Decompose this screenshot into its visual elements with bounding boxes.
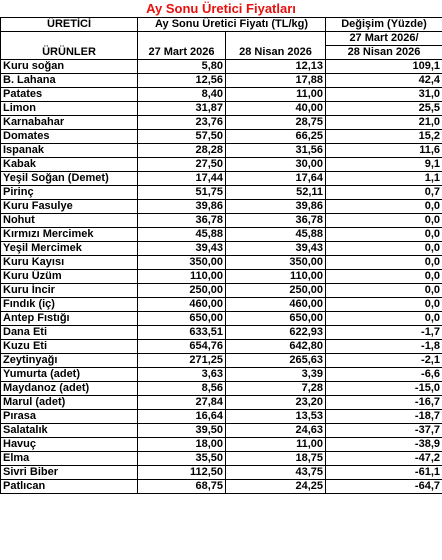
table-row (1, 214, 442, 228)
product-name-cell: Kırmızı Mercimek (1, 228, 138, 242)
product-name-cell: Kuru soğan (1, 60, 138, 74)
march-price-cell: 39,43 (138, 242, 226, 256)
march-price-cell: 23,76 (138, 116, 226, 130)
april-price-cell: 36,78 (226, 214, 326, 228)
march-price-cell: 27,50 (138, 158, 226, 172)
change-percent-cell: -1,8 (326, 340, 442, 354)
table-row (1, 466, 442, 480)
change-percent-cell: -6,6 (326, 368, 442, 382)
change-percent-cell: 0,0 (326, 228, 442, 242)
table-row (1, 172, 442, 186)
march-price-cell: 5,80 (138, 60, 226, 74)
april-price-cell: 7,28 (226, 382, 326, 396)
table-row (1, 130, 442, 144)
change-percent-cell: 31,0 (326, 88, 442, 102)
march-price-cell: 8,40 (138, 88, 226, 102)
april-price-cell: 11,00 (226, 438, 326, 452)
product-name-cell: Sivri Biber (1, 466, 138, 480)
header-row-1 (1, 18, 442, 32)
april-price-cell: 460,00 (226, 298, 326, 312)
change-percent-cell: 42,4 (326, 74, 442, 88)
march-price-cell: 36,78 (138, 214, 226, 228)
april-price-cell: 39,43 (226, 242, 326, 256)
product-name-cell: Kabak (1, 158, 138, 172)
april-price-cell: 39,86 (226, 200, 326, 214)
april-price-cell: 110,00 (226, 270, 326, 284)
product-name-cell: Elma (1, 452, 138, 466)
march-price-cell: 27,84 (138, 396, 226, 410)
march-price-cell: 45,88 (138, 228, 226, 242)
product-name-cell: Zeytinyağı (1, 354, 138, 368)
product-name-cell: Kuru Fasulye (1, 200, 138, 214)
change-group-header: Değişim (Yüzde) (326, 18, 442, 32)
april-price-cell: 24,63 (226, 424, 326, 438)
march-price-cell: 35,50 (138, 452, 226, 466)
table-row (1, 186, 442, 200)
table-row (1, 88, 442, 102)
change-percent-cell: -61,1 (326, 466, 442, 480)
march-price-cell: 110,00 (138, 270, 226, 284)
march-price-cell: 39,50 (138, 424, 226, 438)
price-table-body (1, 18, 442, 494)
march-price-cell: 18,00 (138, 438, 226, 452)
table-row (1, 102, 442, 116)
april-price-cell: 11,00 (226, 88, 326, 102)
table-row (1, 200, 442, 214)
table-row (1, 410, 442, 424)
change-percent-cell: 21,0 (326, 116, 442, 130)
date1-header: 27 Mart 2026 (138, 32, 226, 60)
march-price-cell: 12,56 (138, 74, 226, 88)
producer-header: ÜRETİCİ (1, 18, 138, 32)
change-percent-cell: -2,1 (326, 354, 442, 368)
product-name-cell: Ispanak (1, 144, 138, 158)
change-percent-cell: 0,0 (326, 214, 442, 228)
table-row (1, 452, 442, 466)
march-price-cell: 633,51 (138, 326, 226, 340)
product-name-cell: Limon (1, 102, 138, 116)
april-price-cell: 3,39 (226, 368, 326, 382)
march-price-cell: 3,63 (138, 368, 226, 382)
change-range-header-line1: 27 Mart 2026/ (326, 32, 442, 46)
change-percent-cell: -64,7 (326, 480, 442, 494)
april-price-cell: 40,00 (226, 102, 326, 116)
march-price-cell: 28,28 (138, 144, 226, 158)
product-name-cell: B. Lahana (1, 74, 138, 88)
april-price-cell: 350,00 (226, 256, 326, 270)
header-row-2 (1, 32, 442, 46)
table-row (1, 438, 442, 452)
table-row (1, 256, 442, 270)
product-name-cell: Patates (1, 88, 138, 102)
date2-header: 28 Nisan 2026 (226, 32, 326, 60)
march-price-cell: 31,87 (138, 102, 226, 116)
product-name-cell: Antep Fıstığı (1, 312, 138, 326)
product-name-cell: Karnabahar (1, 116, 138, 130)
change-percent-cell: -16,7 (326, 396, 442, 410)
march-price-cell: 57,50 (138, 130, 226, 144)
product-name-cell: Patlıcan (1, 480, 138, 494)
table-row (1, 480, 442, 494)
march-price-cell: 39,86 (138, 200, 226, 214)
change-percent-cell: 1,1 (326, 172, 442, 186)
change-percent-cell: -15,0 (326, 382, 442, 396)
table-row (1, 368, 442, 382)
april-price-cell: 28,75 (226, 116, 326, 130)
change-percent-cell: 0,0 (326, 256, 442, 270)
march-price-cell: 51,75 (138, 186, 226, 200)
march-price-cell: 112,50 (138, 466, 226, 480)
product-name-cell: Havuç (1, 438, 138, 452)
change-percent-cell: -18,7 (326, 410, 442, 424)
march-price-cell: 271,25 (138, 354, 226, 368)
table-row (1, 396, 442, 410)
april-price-cell: 30,00 (226, 158, 326, 172)
april-price-cell: 12,13 (226, 60, 326, 74)
change-percent-cell: -37,7 (326, 424, 442, 438)
product-name-cell: Kuru Üzüm (1, 270, 138, 284)
april-price-cell: 17,64 (226, 172, 326, 186)
table-row (1, 382, 442, 396)
product-name-cell: Domates (1, 130, 138, 144)
table-row (1, 60, 442, 74)
change-percent-cell: 0,0 (326, 298, 442, 312)
price-group-header: Ay Sonu Üretici Fiyatı (TL/kg) (138, 18, 326, 32)
change-percent-cell: -1,7 (326, 326, 442, 340)
change-percent-cell: 9,1 (326, 158, 442, 172)
product-name-cell: Fındık (iç) (1, 298, 138, 312)
product-name-cell: Yeşil Mercimek (1, 242, 138, 256)
april-price-cell: 52,11 (226, 186, 326, 200)
table-row (1, 424, 442, 438)
march-price-cell: 250,00 (138, 284, 226, 298)
change-percent-cell: 15,2 (326, 130, 442, 144)
change-percent-cell: 0,0 (326, 284, 442, 298)
product-name-cell: Yumurta (adet) (1, 368, 138, 382)
march-price-cell: 17,44 (138, 172, 226, 186)
change-percent-cell: 11,6 (326, 144, 442, 158)
april-price-cell: 17,88 (226, 74, 326, 88)
change-percent-cell: 109,1 (326, 60, 442, 74)
table-row (1, 74, 442, 88)
april-price-cell: 45,88 (226, 228, 326, 242)
march-price-cell: 16,64 (138, 410, 226, 424)
product-name-cell: Kuzu Eti (1, 340, 138, 354)
march-price-cell: 650,00 (138, 312, 226, 326)
change-percent-cell: -38,9 (326, 438, 442, 452)
price-table (0, 17, 442, 494)
product-name-cell: Dana Eti (1, 326, 138, 340)
change-percent-cell: 0,0 (326, 270, 442, 284)
april-price-cell: 23,20 (226, 396, 326, 410)
table-row (1, 158, 442, 172)
table-row (1, 284, 442, 298)
table-row (1, 354, 442, 368)
table-row (1, 298, 442, 312)
product-name-cell: Nohut (1, 214, 138, 228)
april-price-cell: 18,75 (226, 452, 326, 466)
april-price-cell: 66,25 (226, 130, 326, 144)
product-name-cell: Salatalık (1, 424, 138, 438)
product-name-cell: Maydanoz (adet) (1, 382, 138, 396)
table-row (1, 340, 442, 354)
change-range-header-line2: 28 Nisan 2026 (326, 46, 442, 60)
product-name-cell: Kuru İncir (1, 284, 138, 298)
april-price-cell: 250,00 (226, 284, 326, 298)
product-name-cell: Pırasa (1, 410, 138, 424)
march-price-cell: 654,76 (138, 340, 226, 354)
march-price-cell: 8,56 (138, 382, 226, 396)
change-percent-cell: 25,5 (326, 102, 442, 116)
april-price-cell: 642,80 (226, 340, 326, 354)
table-title: Ay Sonu Üretici Fiyatları (146, 1, 296, 16)
change-percent-cell: 0,0 (326, 242, 442, 256)
april-price-cell: 622,93 (226, 326, 326, 340)
product-name-cell: Pirinç (1, 186, 138, 200)
march-price-cell: 350,00 (138, 256, 226, 270)
table-row (1, 270, 442, 284)
april-price-cell: 43,75 (226, 466, 326, 480)
change-percent-cell: 0,7 (326, 186, 442, 200)
table-row (1, 326, 442, 340)
april-price-cell: 24,25 (226, 480, 326, 494)
march-price-cell: 68,75 (138, 480, 226, 494)
table-row (1, 228, 442, 242)
april-price-cell: 31,56 (226, 144, 326, 158)
change-percent-cell: -47,2 (326, 452, 442, 466)
table-row (1, 312, 442, 326)
table-row (1, 116, 442, 130)
product-name-cell: Yeşil Soğan (Demet) (1, 172, 138, 186)
march-price-cell: 460,00 (138, 298, 226, 312)
table-row (1, 242, 442, 256)
change-percent-cell: 0,0 (326, 200, 442, 214)
april-price-cell: 265,63 (226, 354, 326, 368)
product-name-cell: Kuru Kayısı (1, 256, 138, 270)
april-price-cell: 650,00 (226, 312, 326, 326)
table-row (1, 144, 442, 158)
products-header: ÜRÜNLER (1, 32, 138, 60)
change-percent-cell: 0,0 (326, 312, 442, 326)
april-price-cell: 13,53 (226, 410, 326, 424)
product-name-cell: Marul (adet) (1, 396, 138, 410)
